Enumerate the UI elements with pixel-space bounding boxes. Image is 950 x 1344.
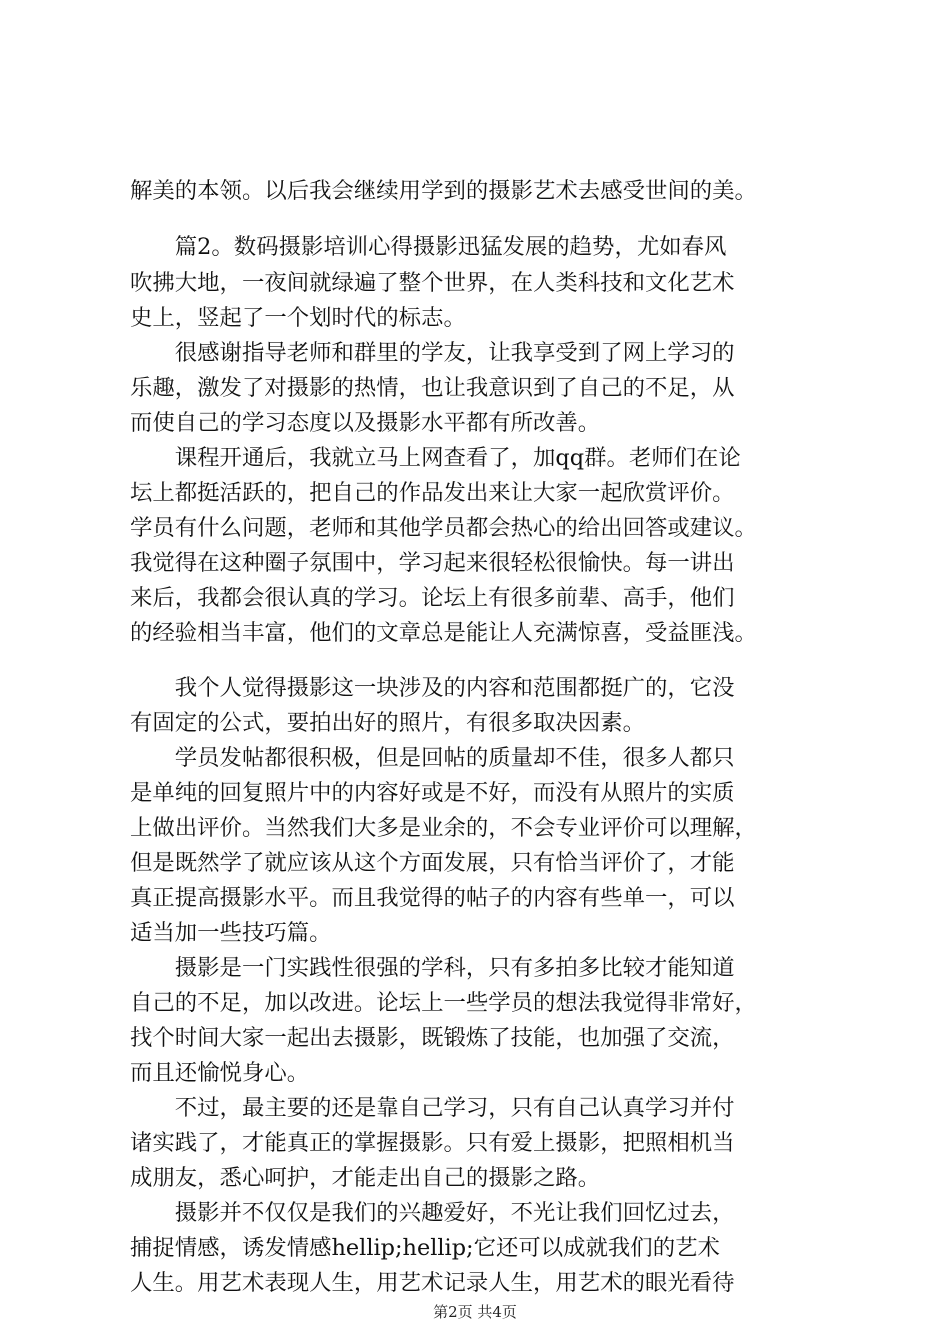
text-line: 我个人觉得摄影这一块涉及的内容和范围都挺广的，它没 bbox=[130, 675, 735, 701]
text-line: 而且还愉悦身心。 bbox=[130, 1060, 310, 1086]
text-line: 来后，我都会很认真的学习。论坛上有很多前辈、高手，他们 bbox=[130, 585, 735, 611]
text-line: 学员发帖都很积极，但是回帖的质量却不佳，很多人都只 bbox=[130, 745, 735, 771]
text-line: 坛上都挺活跃的，把自己的作品发出来让大家一起欣赏评价。 bbox=[130, 480, 735, 506]
text-line: 捕捉情感，诱发情感hellip;hellip;它还可以成就我们的艺术 bbox=[130, 1235, 720, 1261]
text-line: 我觉得在这种圈子氛围中，学习起来很轻松很愉快。每一讲出 bbox=[130, 550, 735, 576]
text-line: 不过，最主要的还是靠自己学习，只有自己认真学习并付 bbox=[130, 1095, 735, 1121]
text-line: 课程开通后，我就立马上网查看了，加qq群。老师们在论 bbox=[130, 445, 741, 471]
text-line: 摄影是一门实践性很强的学科，只有多拍多比较才能知道 bbox=[130, 955, 735, 981]
text-line: 学员有什么问题，老师和其他学员都会热心的给出回答或建议。 bbox=[130, 515, 757, 541]
text-line: 很感谢指导老师和群里的学友，让我享受到了网上学习的 bbox=[130, 340, 735, 366]
text-line: 是单纯的回复照片中的内容好或是不好，而没有从照片的实质 bbox=[130, 780, 735, 806]
text-line: 人生。用艺术表现人生，用艺术记录人生，用艺术的眼光看待 bbox=[130, 1270, 735, 1296]
text-line: 上做出评价。当然我们大多是业余的，不会专业评价可以理解， bbox=[130, 815, 757, 841]
text-line: 史上，竖起了一个划时代的标志。 bbox=[130, 305, 466, 331]
text-line: 而使自己的学习态度以及摄影水平都有所改善。 bbox=[130, 410, 601, 436]
text-line: 自己的不足，加以改进。论坛上一些学员的想法我觉得非常好， bbox=[130, 990, 757, 1016]
text-line: 适当加一些技巧篇。 bbox=[130, 920, 332, 946]
text-line: 但是既然学了就应该从这个方面发展，只有恰当评价了，才能 bbox=[130, 850, 735, 876]
text-line: 的经验相当丰富，他们的文章总是能让人充满惊喜，受益匪浅。 bbox=[130, 620, 757, 646]
text-line: 解美的本领。以后我会继续用学到的摄影艺术去感受世间的美。 bbox=[130, 178, 757, 204]
text-line: 摄影并不仅仅是我们的兴趣爱好，不光让我们回忆过去， bbox=[130, 1200, 735, 1226]
text-line: 找个时间大家一起出去摄影，既锻炼了技能，也加强了交流， bbox=[130, 1025, 735, 1051]
page-number-footer: 第2页 共4页 bbox=[433, 1303, 517, 1321]
text-line: 有固定的公式，要拍出好的照片，有很多取决因素。 bbox=[130, 710, 645, 736]
text-line: 吹拂大地，一夜间就绿遍了整个世界，在人类科技和文化艺术 bbox=[130, 270, 735, 296]
text-line: 真正提高摄影水平。而且我觉得的帖子的内容有些单一，可以 bbox=[130, 885, 735, 911]
text-line: 成朋友，悉心呵护，才能走出自己的摄影之路。 bbox=[130, 1165, 601, 1191]
text-line: 诸实践了，才能真正的掌握摄影。只有爱上摄影，把照相机当 bbox=[130, 1130, 735, 1156]
text-line: 篇2。数码摄影培训心得摄影迅猛发展的趋势，尤如春风 bbox=[130, 234, 727, 260]
text-line: 乐趣，激发了对摄影的热情，也让我意识到了自己的不足，从 bbox=[130, 375, 735, 401]
